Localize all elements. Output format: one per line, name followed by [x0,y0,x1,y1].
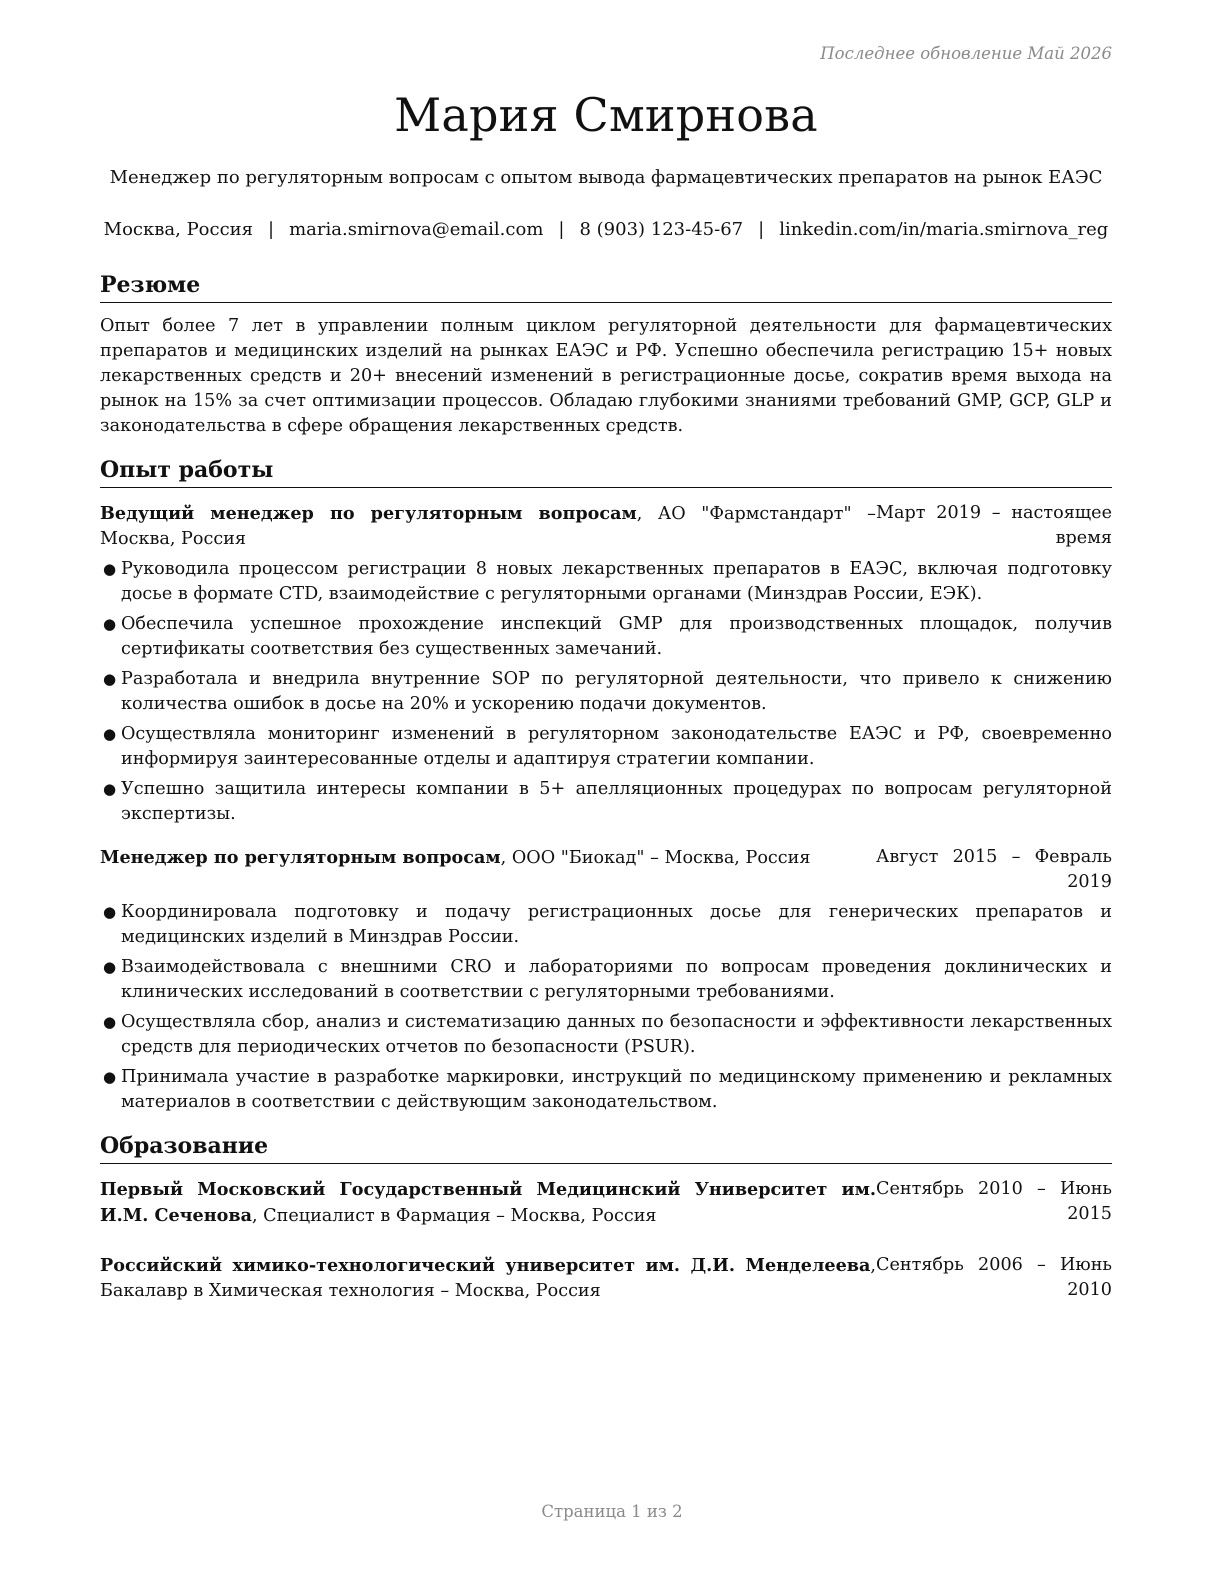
education-school: Российский химико-технологический университет им. Д.И. Менделеева [100,1255,871,1276]
bullet-icon: ● [103,725,117,743]
bullet-icon: ● [103,560,117,578]
education-dates: Сентябрь 2006 – Июнь 2010 [876,1255,1112,1300]
contact-phone: 8 (903) 123-45-67 [579,219,744,240]
bullet-icon: ● [103,615,117,633]
job-dates: Март 2019 – настоящее время [876,503,1112,548]
list-item [100,900,1112,950]
education-section [100,1131,1112,1304]
bullet-text: Руководила процессом регистрации 8 новых лекарственных препаратов в ЕАЭС, включая подготовку досье в формате CTD, взаимодействие с регуляторными органами (Минздрав России, ЕЭК). [121,559,1112,604]
list-item [100,667,1112,717]
list-item [100,777,1112,827]
bullet-text: Взаимодействовала с внешними CRO и лабораториями по вопросам проведения доклинических и клинических исследований в соответствии с регуляторными требованиями. [121,957,1112,1002]
page-title: Мария Смирнова [394,88,818,142]
list-item [100,557,1112,607]
bullet-text: Обеспечила успешное прохождение инспекций GMP для производственных площадок, получив сертификаты соответствия без существенных замечаний. [121,614,1112,659]
job-header [100,845,1112,895]
section-title-education: Образование [100,1131,1112,1164]
contact-email[interactable]: maria.smirnova@email.com [289,219,544,240]
page-number: Страница 1 из 2 [541,1502,683,1521]
job-header [100,501,1112,552]
summary-text: Опыт более 7 лет в управлении полным циклом регуляторной деятельности для фармацевтических препаратов и медицинских изделий на рынках ЕАЭС и РФ. Успешно обеспечила регистрацию 15+ новых лекарственных средств и 20+ внесений изменений в регистрационные досье, сократив время выхода на рынок на 15% за счет оптимизации процессов. Обладаю глубокими знаниями требований GMP, GCP, GLP и законодательства в сфере обращения лекарственных средств. [100,316,1112,436]
education-title-line [100,1253,876,1304]
job-entry [100,845,1112,1115]
list-item [100,1010,1112,1060]
education-entry [100,1253,1112,1304]
contact-separator: | [558,219,565,240]
bullet-icon: ● [103,903,117,921]
job-bullets [100,900,1112,1115]
bullet-text: Принимала участие в разработке маркировки, инструкций по медицинскому применению и рекламных материалов в соответствии с действующим законодательством. [121,1067,1112,1112]
last-updated: Последнее обновление Май 2026 [820,44,1112,63]
experience-section [100,455,1112,1120]
education-degree: , Бакалавр в Химическая технология – Москва, Россия [100,1256,876,1301]
job-dates: Август 2015 – Февраль 2019 [876,847,1112,892]
section-title-summary: Резюме [100,270,1112,303]
tagline: Менеджер по регуляторным вопросам с опытом вывода фармацевтических препаратов на рынок ЕАЭС [109,167,1103,188]
bullet-icon: ● [103,780,117,798]
education-degree: , Специалист в Фармация – Москва, Россия [251,1206,657,1226]
list-item [100,1065,1112,1115]
section-title-experience: Опыт работы [100,455,1112,488]
contact-location: Москва, Россия [103,219,254,240]
contact-linkedin[interactable]: linkedin.com/in/maria.smirnova_reg [779,219,1109,240]
job-bullets [100,557,1112,827]
education-title-line [100,1177,876,1229]
contact-line [100,219,1112,240]
job-title-line [100,845,876,895]
summary-section [100,270,1112,439]
job-company: , ООО "Биокад" – Москва, Россия [500,848,811,868]
bullet-text: Осуществляла мониторинг изменений в регуляторном законодательстве ЕАЭС и РФ, своевременно информируя заинтересованные отделы и адаптируя стратегии компании. [121,724,1112,769]
bullet-text: Координировала подготовку и подачу регистрационных досье для генерических препаратов и медицинских изделий в Минздрав России. [121,902,1112,947]
bullet-icon: ● [103,1068,117,1086]
contact-separator: | [268,219,275,240]
bullet-text: Успешно защитила интересы компании в 5+ апелляционных процедурах по вопросам регуляторной экспертизы. [121,779,1112,824]
job-entry [100,501,1112,827]
bullet-icon: ● [103,670,117,688]
job-company: , АО "Фармстандарт" – Москва, Россия [100,504,876,549]
list-item [100,955,1112,1005]
education-school: Первый Московский Государственный Медицинский Университет им. И.М. Сеченова [100,1179,876,1226]
bullet-icon: ● [103,958,117,976]
job-role: Менеджер по регуляторным вопросам [100,847,501,868]
job-title-line [100,501,876,552]
job-role: Ведущий менеджер по регуляторным вопросам [100,503,637,524]
education-entry [100,1177,1112,1229]
contact-separator: | [758,219,765,240]
bullet-text: Осуществляла сбор, анализ и систематизацию данных по безопасности и эффективности лекарственных средств для периодических отчетов по безопасности (PSUR). [121,1012,1112,1057]
list-item [100,612,1112,662]
list-item [100,722,1112,772]
education-dates: Сентябрь 2010 – Июнь 2015 [876,1179,1112,1224]
bullet-icon: ● [103,1013,117,1031]
bullet-text: Разработала и внедрила внутренние SOP по регуляторной деятельности, что привело к снижению количества ошибок в досье на 20% и ускорению подачи документов. [121,669,1112,714]
